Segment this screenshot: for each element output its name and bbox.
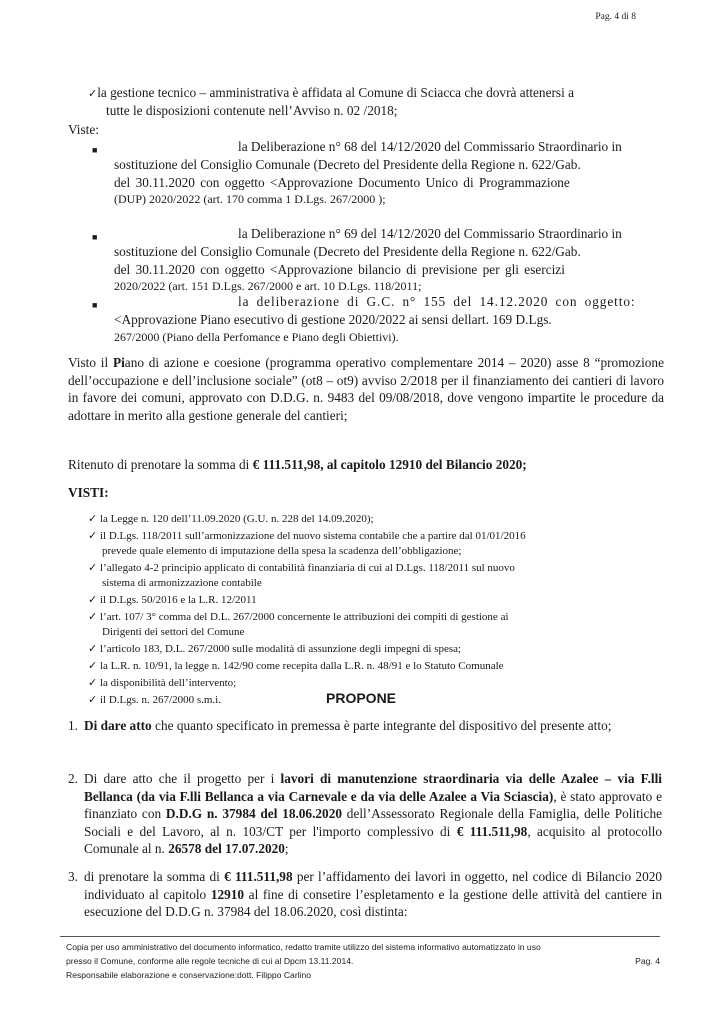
checkmark-icon: ✓	[88, 594, 100, 606]
text: l’articolo 183, D.L. 267/2000 sulle modalità di assunzione degli impegni di spesa;	[99, 643, 462, 655]
checkmark-icon: ✓	[88, 611, 100, 623]
line: del 30.11.2020 con oggetto <Approvazione Documento Unico di Programmazione	[114, 174, 570, 190]
checkmark-icon: ✓	[88, 643, 100, 655]
visti-item	[88, 642, 668, 657]
bold-text: 12910	[210, 886, 245, 902]
visti-heading	[68, 484, 109, 502]
footer-page-number: Pag. 4	[635, 956, 660, 966]
text: al fine di consetire l’espletamento e la gestione delle attività del cantiere in esecuzione del D.D.G n. 37984 del 18.06.2020, così distinta:	[84, 886, 662, 919]
text: ano di azione e coesione (programma operativo complementare 2014 – 2020) asse 8 “promozione dell’occupazione e dell’inclusione sociale” (ot8 – ot9) avviso 2/2018 per il finanziamento dei cantieri di lavoro in favore dei comuni, approvato con D.D.G. n. 9483 del 09/08/2018, dove vengono impartite le procedure da adottare in merito alla gestione generale del cantieri;	[68, 355, 664, 423]
text: il D.Lgs. 118/2011 sull’armonizzazione del nuovo sistema contabile che a partire dal 01/01/2016	[99, 530, 526, 542]
text: l’allegato 4-2 principio applicato di contabilità finanziaria di cui al D.Lgs. 118/2011 sul nuovo	[99, 562, 515, 574]
square-bullet-icon: ■	[92, 145, 98, 155]
checkmark-icon: ✓	[88, 677, 100, 689]
viste-item-3-first: la deliberazione di G.C. n° 155 del 14.12.2020 con oggetto:	[238, 294, 636, 309]
page-number-header: Pag. 4 di 8	[595, 12, 636, 22]
visti-item	[88, 512, 668, 527]
checkmark-icon: ✓	[88, 513, 100, 525]
visti-list	[88, 512, 668, 708]
text: Ritenuto di prenotare la somma di	[68, 457, 253, 472]
text: sistema di armonizzazione contabile	[102, 577, 262, 589]
visti-item	[88, 561, 668, 591]
footer-line-2-row	[66, 954, 660, 968]
text: il D.Lgs. 50/2016 e la L.R. 12/2011	[99, 594, 257, 606]
text: di prenotare la somma di	[84, 869, 225, 884]
viste-item-2	[114, 243, 666, 296]
footer-line-3: Responsabile elaborazione e conservazione:dott. Filippo Carlino	[66, 970, 312, 980]
bold-text: Pi	[112, 355, 125, 370]
heading: VISTI:	[68, 485, 109, 500]
visti-item	[88, 529, 668, 559]
footer-line-1: Copia per uso amministrativo del documento informatico, redatto tramite utilizzo del sistema informativo automatizzato in uso	[66, 942, 541, 952]
text: , acquisito al protocollo Comunale al n.	[84, 823, 662, 856]
point-1	[84, 717, 662, 735]
visti-item	[88, 676, 668, 691]
text: il D.Lgs. n. 267/2000 s.m.i.	[99, 694, 221, 706]
line: del 30.11.2020 con oggetto <Approvazione bilancio di previsione per gli esercizi	[114, 261, 565, 277]
point-2-number: 2.	[68, 771, 78, 786]
text: la disponibilità dell’intervento;	[99, 677, 237, 689]
viste-item-1	[114, 156, 666, 209]
checkmark-icon: ✓	[88, 660, 100, 672]
visti-item	[88, 659, 668, 674]
point-3	[84, 868, 662, 921]
visti-item	[88, 593, 668, 608]
intro-line-2: tutte le disposizioni contenute nell’Avviso n. 02 /2018;	[106, 103, 398, 118]
visto-paragraph	[68, 354, 664, 424]
bold-text: Di dare atto	[84, 718, 152, 733]
point-3-number: 3.	[68, 869, 78, 884]
text: prevede quale elemento di imputazione della spesa la scadenza dell’obbligazione;	[102, 545, 462, 557]
text: per l’affidamento dei lavori in oggetto, nel codice di Bilancio 2020 individuato al capitolo	[84, 869, 663, 902]
text: , è stato approvato e finanziato con	[84, 788, 662, 821]
square-bullet-icon: ■	[92, 300, 98, 310]
line: 267/2000 (Piano della Perfomance e Piano degli Obiettivi).	[114, 329, 399, 344]
text: dell’Assessorato Regionale della Famiglia, delle Politiche Sociali e del Lavoro, al n. 103/CT per l'importo complessivo di	[84, 806, 663, 839]
text: l’art. 107/ 3° comma del D.L. 267/2000 concernente le attribuzioni dei compiti di gestione ai	[99, 611, 509, 623]
checkmark-icon: ✓	[88, 694, 100, 706]
text: la Legge n. 120 dell’11.09.2020 (G.U. n. 228 del 14.09.2020);	[99, 513, 374, 525]
line: sostituzione del Consiglio Comunale (Decreto del Presidente della Regione n. 622/Gab.	[114, 244, 581, 259]
text: Di dare atto che il progetto per i	[84, 771, 281, 786]
bold-text: € 111.511,98	[456, 823, 528, 839]
viste-item-3	[114, 311, 666, 346]
intro-line-1: la gestione tecnico – amministrativa è affidata al Comune di Sciacca che dovrà attenersi a	[97, 85, 574, 100]
bold-text: 26578 del 17.07.2020	[168, 841, 285, 856]
text: la L.R. n. 10/91, la legge n. 142/90 come recepita dalla L.R. n. 48/91 e lo Statuto Comunale	[99, 660, 504, 672]
text: che quanto specificato in premessa è parte integrante del dispositivo del presente atto;	[151, 718, 612, 733]
intro-item	[88, 84, 574, 104]
text: ;	[284, 841, 289, 856]
visti-item	[88, 610, 668, 640]
checkmark-icon: ✓	[88, 530, 100, 542]
footer-divider	[60, 936, 660, 937]
bold-text: D.D.G n. 37984 del 18.06.2020	[165, 806, 343, 821]
footer-line-2: presso il Comune, conforme alle regole tecniche di cui al Dpcm 13.11.2014.	[66, 956, 354, 966]
amount-bold: € 111.511,98, al capitolo 12910 del Bilancio 2020;	[252, 457, 527, 472]
viste-item-2-first: la Deliberazione n° 69 del 14/12/2020 del Commissario Straordinario in	[238, 226, 622, 241]
square-bullet-icon: ■	[92, 232, 98, 242]
line: (DUP) 2020/2022 (art. 170 comma 1 D.Lgs. 267/2000 );	[114, 192, 386, 206]
bold-text: € 111.511,98	[224, 869, 293, 884]
text: Visto il	[68, 355, 113, 370]
bold-text: lavori di manutenzione straordinaria via delle Azalee – via F.lli Bellanca (da via F.lli Bellanca a via Carnevale e da via delle Azalee a Via Sciascia)	[84, 771, 662, 804]
viste-heading: Viste:	[68, 122, 99, 137]
point-2	[84, 770, 662, 858]
checkmark-icon: ✓	[88, 88, 98, 100]
checkmark-icon: ✓	[88, 562, 100, 574]
line: 2020/2022 (art. 151 D.Lgs. 267/2000 e art. 10 D.Lgs. 118/2011;	[114, 279, 422, 293]
line: sostituzione del Consiglio Comunale (Decreto del Presidente della Regione n. 622/Gab.	[114, 157, 581, 172]
line: <Approvazione Piano esecutivo di gestione 2020/2022 ai sensi dellart. 169 D.Lgs.	[114, 312, 552, 327]
text: Dirigenti dei settori del Comune	[102, 626, 245, 638]
point-1-number: 1.	[68, 718, 78, 733]
propone-heading: PROPONE	[326, 690, 397, 706]
ritenuto-line	[68, 456, 527, 474]
viste-item-1-first: la Deliberazione n° 68 del 14/12/2020 del Commissario Straordinario in	[238, 139, 622, 154]
footer	[66, 940, 660, 982]
